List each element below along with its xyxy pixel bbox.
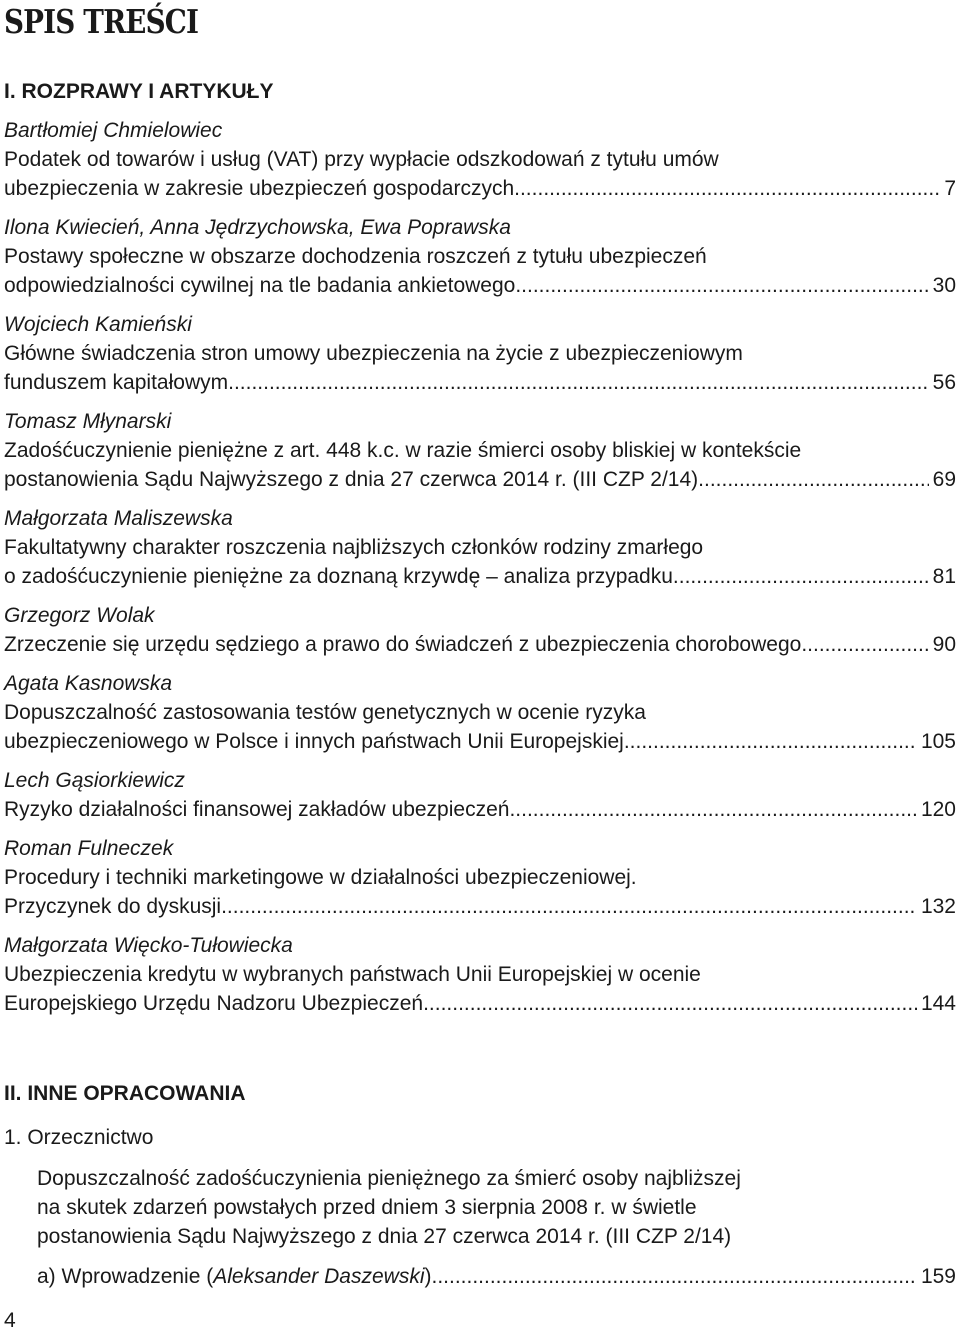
toc-entry-author: Lech Gąsiorkiewicz: [4, 769, 185, 792]
dot-leader: [801, 630, 928, 659]
page-number: 4: [4, 1309, 16, 1332]
toc-entry-author: Wojciech Kamieński: [4, 313, 192, 336]
toc-entry-title: [37, 1262, 432, 1291]
toc-entry-last-line: [37, 1262, 956, 1291]
toc-entry[interactable]: [4, 504, 956, 591]
toc-entry-last-line: [4, 727, 956, 756]
dot-leader: [673, 562, 929, 591]
toc-entry-author: Bartłomiej Chmielowiec: [4, 119, 223, 142]
toc-entry-title-line: Główne świadczenia stron umowy ubezpieczenia na życie z ubezpieczeniowym: [4, 342, 743, 365]
toc-entry[interactable]: [4, 407, 956, 494]
toc-entry-title: funduszem kapitałowym: [4, 371, 229, 394]
subsection-heading: 1. Orzecznictwo: [4, 1126, 154, 1149]
toc-entry[interactable]: [4, 834, 956, 921]
toc-entry-title-line: Postawy społeczne w obszarze dochodzenia roszczeń z tytułu ubezpieczeń: [4, 245, 707, 268]
toc-entry-title: postanowienia Sądu Najwyższego z dnia 27 czerwca 2014 r. (III CZP 2/14): [4, 468, 699, 491]
toc-entry-author: Małgorzata Maliszewska: [4, 507, 233, 530]
toc-entry-title: ubezpieczenia w zakresie ubezpieczeń gospodarczych: [4, 177, 515, 200]
page-number-ref: 69: [932, 468, 956, 491]
page-number-ref: 56: [932, 371, 956, 394]
toc-entry-title: o zadośćuczynienie pieniężne za doznaną krzywdę – analiza przypadku: [4, 565, 673, 588]
page-number-ref: 30: [932, 274, 956, 297]
page-number-ref: 81: [932, 565, 956, 588]
toc-entry-last-line: [4, 892, 956, 921]
toc-entry-last-line: [4, 630, 956, 659]
table-of-contents: [4, 116, 956, 1028]
toc-entry[interactable]: [4, 669, 956, 756]
dot-leader: [624, 727, 917, 756]
dot-leader: [698, 465, 928, 494]
page-number-ref: 7: [944, 177, 956, 200]
section-heading-articles: I. ROZPRAWY I ARTYKUŁY: [4, 80, 274, 103]
toc-entry-title: Zrzeczenie się urzędu sędziego a prawo do świadczeń z ubezpieczenia chorobowego: [4, 633, 802, 656]
page-number-ref: 105: [920, 730, 956, 753]
toc-entry-last-line: [4, 174, 956, 203]
toc-entry-title: odpowiedzialności cywilnej na tle badania ankietowego: [4, 274, 516, 297]
toc-entry-title-line: Podatek od towarów i usług (VAT) przy wypłacie odszkodowań z tytułu umów: [4, 148, 719, 171]
toc-entry[interactable]: [4, 310, 956, 397]
dot-leader: [432, 1262, 917, 1291]
toc-entry[interactable]: [4, 766, 956, 824]
case-law-title-line: na skutek zdarzeń powstałych przed dniem 3 sierpnia 2008 r. w świetle: [37, 1196, 697, 1219]
dot-leader: [228, 368, 929, 397]
intro-prefix: a) Wprowadzenie (: [37, 1265, 214, 1288]
page-number-ref: 144: [920, 992, 956, 1015]
toc-entry-last-line: [4, 795, 956, 824]
intro-author: Aleksander Daszewski: [213, 1265, 425, 1288]
toc-entry-title: Przyczynek do dyskusji: [4, 895, 222, 918]
toc-entry[interactable]: [4, 116, 956, 203]
toc-entry-author: Agata Kasnowska: [4, 672, 173, 695]
intro-suffix: ): [424, 1265, 432, 1288]
dot-leader: [515, 271, 928, 300]
toc-entry-author: Tomasz Młynarski: [4, 410, 172, 433]
toc-entry-title: Ryzyko działalności finansowej zakładów ubezpieczeń: [4, 798, 510, 821]
toc-entry-last-line: [4, 989, 956, 1018]
toc-entry[interactable]: [4, 601, 956, 659]
case-law-entry: [37, 1164, 956, 1251]
dot-leader: [221, 892, 917, 921]
toc-entry-title-line: Dopuszczalność zastosowania testów genetycznych w ocenie ryzyka: [4, 701, 646, 724]
toc-entry-title-line: Ubezpieczenia kredytu w wybranych państwach Unii Europejskiej w ocenie: [4, 963, 701, 986]
page-number-ref: 120: [920, 798, 956, 821]
page-number-ref: 90: [932, 633, 956, 656]
page-title: SPIS TREŚCI: [4, 2, 199, 41]
toc-entry[interactable]: [4, 213, 956, 300]
toc-entry[interactable]: [4, 931, 956, 1018]
page-number-ref: 159: [920, 1265, 956, 1288]
toc-entry-title-line: Zadośćuczynienie pieniężne z art. 448 k.c. w razie śmierci osoby bliskiej w kontekście: [4, 439, 802, 462]
toc-entry-author: Małgorzata Więcko-Tułowiecka: [4, 934, 293, 957]
toc-entry-title: ubezpieczeniowego w Polsce i innych państwach Unii Europejskiej: [4, 730, 624, 753]
toc-entry-author: Ilona Kwiecień, Anna Jędrzychowska, Ewa Poprawska: [4, 216, 511, 239]
toc-entry-last-line: [4, 465, 956, 494]
case-law-title-line: Dopuszczalność zadośćuczynienia pieniężnego za śmierć osoby najbliższej: [37, 1167, 741, 1190]
toc-entry-intro[interactable]: [37, 1262, 956, 1291]
page-number-ref: 132: [920, 895, 956, 918]
toc-entry-last-line: [4, 562, 956, 591]
toc-entry-author: Grzegorz Wolak: [4, 604, 155, 627]
section-heading-other: II. INNE OPRACOWANIA: [4, 1082, 246, 1105]
toc-entry-last-line: [4, 271, 956, 300]
toc-entry-title-line: Fakultatywny charakter roszczenia najbliższych członków rodziny zmarłego: [4, 536, 704, 559]
dot-leader: [509, 795, 917, 824]
dot-leader: [423, 989, 917, 1018]
toc-entry-title: Europejskiego Urzędu Nadzoru Ubezpieczeń: [4, 992, 424, 1015]
dot-leader: [514, 174, 940, 203]
case-law-title-line: postanowienia Sądu Najwyższego z dnia 27 czerwca 2014 r. (III CZP 2/14): [37, 1225, 732, 1248]
toc-entry-last-line: [4, 368, 956, 397]
toc-entry-title-line: Procedury i techniki marketingowe w działalności ubezpieczeniowej.: [4, 866, 637, 889]
toc-entry-author: Roman Fulneczek: [4, 837, 174, 860]
